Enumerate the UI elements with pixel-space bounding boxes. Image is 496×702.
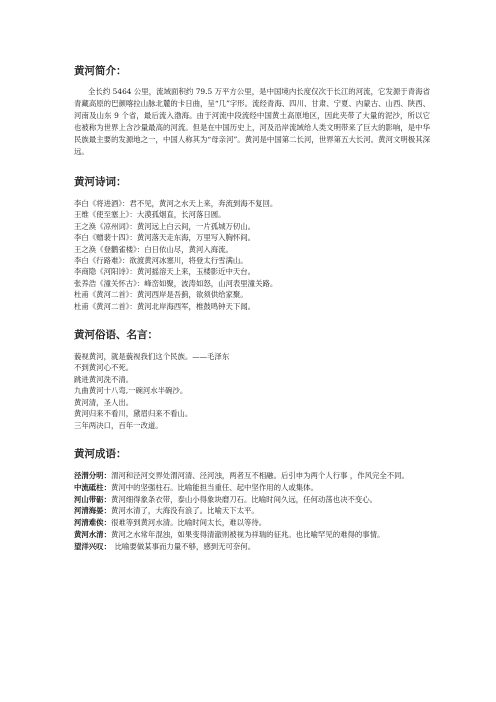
intro-paragraph: 全长约 5464 公里，流域面积约 79.5 万平方公里，是中国境内长度仅次于长江的河流，它发源于青海省青藏高原的巴颜喀拉山脉北麓的卡日曲，呈“几”字形。流经青海、四川、甘肃、宁夏、内蒙古、山西、陕西、河南及山东 9 个省，最后流入渤海。由于河流中段流经中国黄土高原地区，因此夹带了大量的泥沙，所以它也被称为世界上含沙量最高的河流。但是在中国历史上，河及沿岸流域给人类文明带来了巨大的影响，是中华民族最主要的发源地之一，中国人称其为“母亲河”。黄河是中国第二长河，世界第五大长河。黄河文明极其深远。 xyxy=(74,87,430,156)
idiom-entry xyxy=(74,482,430,494)
idiom-term: 河山带砺： xyxy=(74,494,111,504)
idiom-term: 中流砥柱： xyxy=(74,482,111,492)
document-page xyxy=(74,64,430,552)
saying-line: 三年两决口，百年一改道。 xyxy=(74,420,163,430)
poem-line: 杜甫《黄河二首》：黄河西岸是吾蓟，欲须供给家聚。 xyxy=(74,290,248,300)
idiom-desc: 黄河细得象条衣带，泰山小得象块磨刀石。比喻时间久远，任何动荡也决不变心。 xyxy=(110,494,378,504)
idiom-desc: 渭河和泾河交界处渭河清、泾河浊，两者互不相融。后引申为两个人行事 ，作风完全不同。 xyxy=(110,470,409,480)
idiom-desc: 黄河水清了，大海没有浪了。比喻天下太平。 xyxy=(110,506,259,516)
poem-line: 李白《将进酒》：君不见，黄河之水天上来，奔流到海不复回。 xyxy=(74,199,278,208)
idiom-term: 河清难俟： xyxy=(74,518,111,528)
idiom-term: 望洋兴叹： xyxy=(74,541,108,551)
poem-line: 王之涣《登鹳雀楼》：白日依山尽，黄河入海流。 xyxy=(74,244,233,254)
idiom-term: 黄河水清： xyxy=(74,529,111,539)
idiom-term: 泾渭分明： xyxy=(74,470,111,480)
idiom-desc: 很难等到黄河水清。比喻时间太长，难以等待。 xyxy=(110,518,267,528)
poem-line: 王维《使至塞上》：大漠孤烟直，长河落日圆。 xyxy=(74,210,226,220)
idiom-entry xyxy=(74,505,430,517)
saying-line: 藐视黄河，就是藐视我们这个民族。——毛泽东 xyxy=(74,352,230,362)
sayings-heading: 黄河俗语、名言： xyxy=(74,329,158,342)
poem-line: 杜甫《黄河二首》：黄河北岸海西军，椎鼓鸣钟天下闻。 xyxy=(74,301,256,311)
idiom-entry xyxy=(74,470,430,482)
idiom-entry xyxy=(74,517,430,529)
idiom-term: 河清海晏： xyxy=(74,506,111,516)
idiom-entry xyxy=(74,529,430,541)
saying-line: 黄河清，圣人出。 xyxy=(74,397,134,407)
poem-line: 李白《赠裴十四》：黄河落天走东海，万里写入胸怀间。 xyxy=(74,233,256,243)
poem-line: 李白《行路难》：欲渡黄河冰塞川，将登太行雪满山。 xyxy=(74,256,248,266)
idiom-desc: 黄河中的坚强柱石。比喻能担当重任、起中坚作用的人或集体。 xyxy=(110,482,318,492)
idiom-entry xyxy=(74,541,430,553)
idioms-heading: 黄河成语： xyxy=(74,447,127,460)
idiom-entry xyxy=(74,494,430,506)
saying-line: 九曲黄河十八弯,一碗河水半碗沙。 xyxy=(74,386,188,396)
saying-line: 黄河归来不看川，黛眉归来不看山。 xyxy=(74,409,193,419)
idioms-list xyxy=(74,470,430,553)
poems-list xyxy=(74,198,430,312)
intro-heading: 黄河简介： xyxy=(74,65,127,77)
poem-line: 李商隐《河阳诗》：黄河摇溶天上来，玉楼影近中天台。 xyxy=(74,267,256,277)
poem-line: 张养浩《潼关怀古》：峰峦如聚，波涛如怒，山河表里潼关路。 xyxy=(74,278,278,288)
idiom-desc: 黄河之水常年混浊，如果变得清澈则被视为祥瑞的征兆。也比喻罕见的难得的事情。 xyxy=(110,529,385,539)
saying-line: 不到黄河心不死。 xyxy=(74,363,134,373)
sayings-list xyxy=(74,351,430,431)
saying-line: 跳进黄河洗不清。 xyxy=(74,374,134,384)
poem-line: 王之涣《凉州词》：黄河远上白云间，一片孤城万仞山。 xyxy=(74,221,256,231)
idiom-desc: 比喻要做某事而力量不够，感到无可奈何。 xyxy=(107,541,256,551)
poems-heading: 黄河诗词： xyxy=(74,176,127,188)
